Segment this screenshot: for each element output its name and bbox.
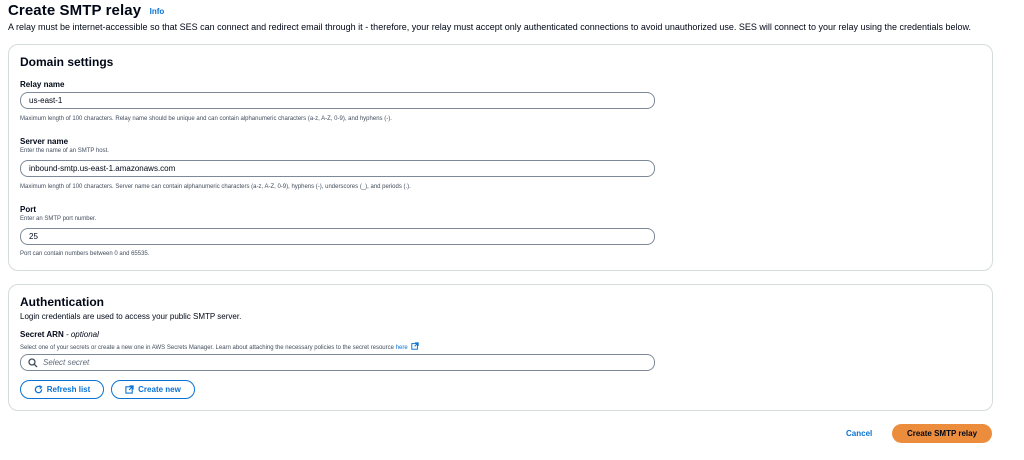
secret-select[interactable] [20,354,655,371]
refresh-icon [34,385,43,394]
domain-settings-title: Domain settings [20,55,114,69]
secret-search-input[interactable] [43,355,643,370]
external-link-icon[interactable] [411,342,419,350]
authentication-container [8,284,993,411]
create-new-label: Create new [138,385,181,394]
relay-name-label: Relay name [20,80,65,89]
port-label: Port [20,205,36,214]
secret-arn-description-text: Select one of your secrets or create a new one in AWS Secrets Manager. Learn about attaching the necessary policies to the secret resource [20,345,394,351]
port-input[interactable] [20,228,655,245]
relay-name-constraint: Maximum length of 100 characters. Relay name should be unique and can contain alphanumeric characters (a-z, A-Z, 0-9), and hyphens (-). [20,116,392,122]
relay-name-input[interactable] [20,92,655,109]
page-description: A relay must be internet-accessible so that SES can connect and redirect email through it - therefore, your relay must accept only authenticated connections to avoid unauthorized use. SES will connect to your relay using the credentials below. [8,22,972,32]
authentication-title: Authentication [20,295,104,309]
info-link[interactable]: Info [149,7,165,16]
domain-settings-container [8,44,993,271]
create-new-secret-button[interactable] [111,380,195,399]
cancel-button[interactable]: Cancel [846,429,873,438]
search-icon [28,358,38,368]
policies-help-link[interactable]: here [395,345,408,351]
create-smtp-relay-button[interactable]: Create SMTP relay [892,424,992,443]
authentication-description: Login credentials are used to access your public SMTP server. [20,312,242,321]
external-link-icon [125,385,134,394]
refresh-list-label: Refresh list [46,385,91,394]
page-header [8,2,164,20]
secret-arn-optional: - optional [65,330,99,339]
secret-arn-label [20,330,99,339]
port-description: Enter an SMTP port number. [20,216,97,222]
port-constraint: Port can contain numbers between 0 and 65535. [20,251,150,257]
refresh-list-button[interactable] [20,380,104,399]
secret-arn-description [20,342,419,351]
server-name-input[interactable] [20,160,655,177]
server-name-constraint: Maximum length of 100 characters. Server name can contain alphanumeric characters (a-z, A-Z, 0-9), hyphens (-), underscores (_), and periods (.). [20,184,411,190]
server-name-description: Enter the name of an SMTP host. [20,148,109,154]
secret-arn-label-text: Secret ARN [20,330,64,339]
server-name-label: Server name [20,137,69,146]
page-title: Create SMTP relay [8,2,142,19]
